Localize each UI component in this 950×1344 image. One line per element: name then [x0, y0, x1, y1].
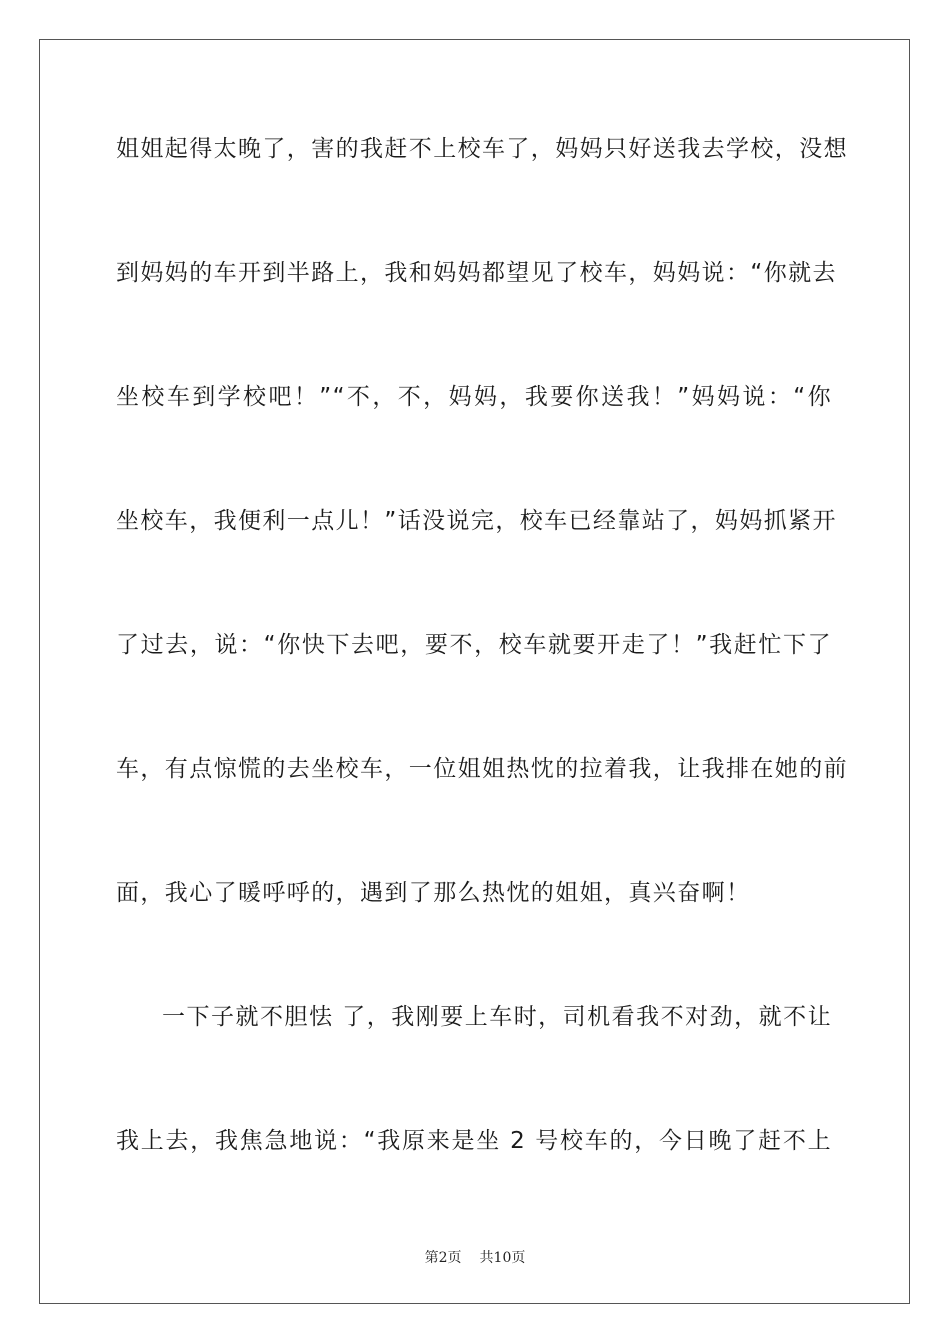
page-footer: [0, 1247, 950, 1267]
text-line: 了过去，说：“你快下去吧，要不，校车就要开走了！”我赶忙下了: [116, 632, 832, 658]
page-number: 第2页: [424, 1250, 462, 1266]
page-total: 共10页: [479, 1250, 526, 1266]
text-line: 车，有点惊慌的去坐校车，一位姐姐热忱的拉着我，让我排在她的前: [116, 756, 848, 782]
text-line: 坐校车，我便利一点儿！”话没说完，校车已经靠站了，妈妈抓紧开: [116, 508, 837, 534]
text-line-indented: 一下子就不胆怯 了，我刚要上车时，司机看我不对劲，就不让: [162, 1004, 832, 1030]
text-line: 坐校车到学校吧！”“不，不，妈妈，我要你送我！”妈妈说：“你: [116, 384, 832, 410]
text-line: 到妈妈的车开到半路上，我和妈妈都望见了校车，妈妈说：“你就去: [116, 260, 837, 286]
text-line: 我上去，我焦急地说：“我原来是坐 2 号校车的，今日晚了赶不上: [116, 1128, 832, 1154]
text-line: 面，我心了暖呼呼的，遇到了那么热忱的姐姐，真兴奋啊！: [116, 880, 751, 906]
document-body: [116, 127, 848, 1243]
text-line: 姐姐起得太晚了，害的我赶不上校车了，妈妈只好送我去学校，没想: [116, 136, 848, 162]
